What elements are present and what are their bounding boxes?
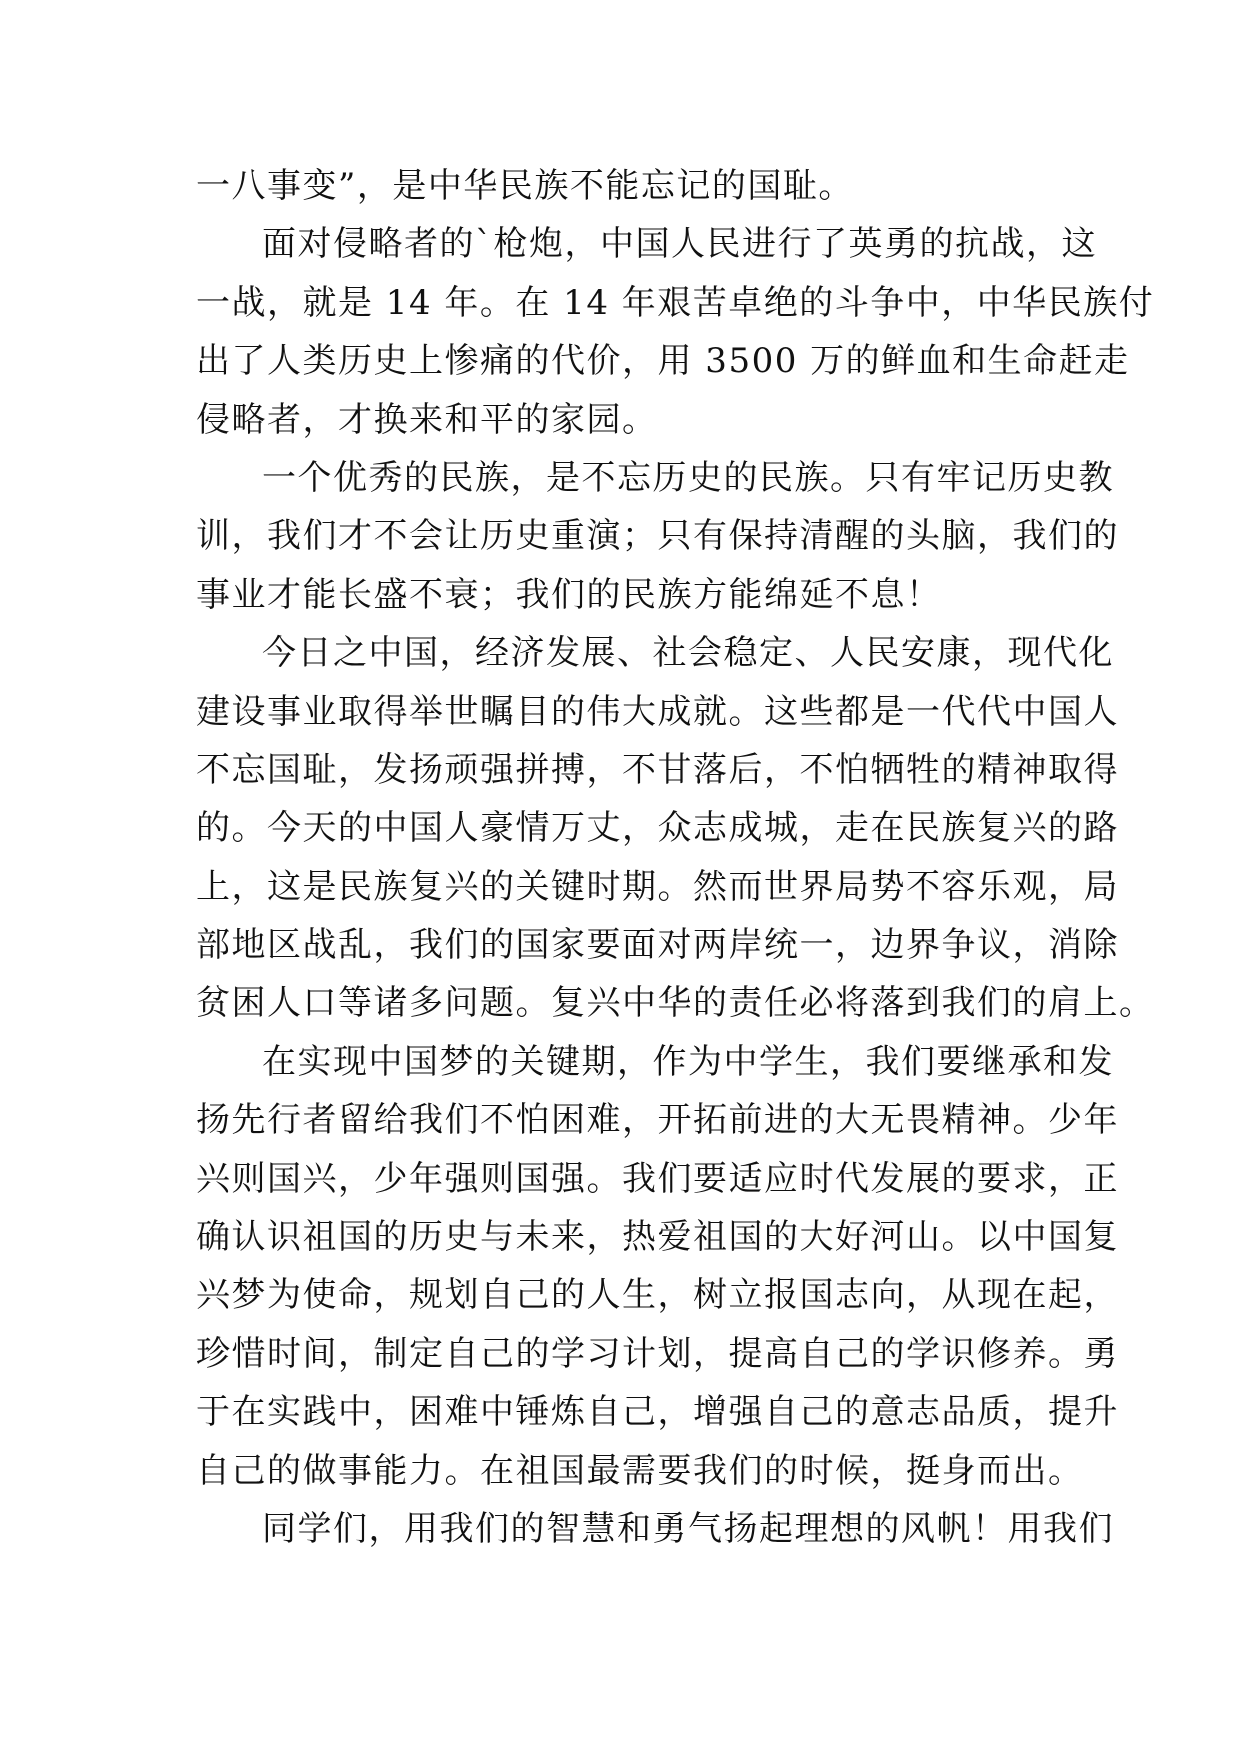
text-line: 兴则国兴，少年强则国强。我们要适应时代发展的要求，正 [196, 1158, 1119, 1199]
paragraph-start-line: 在实现中国梦的关键期，作为中学生，我们要继承和发 [262, 1041, 1114, 1082]
paragraph-start-line: 面对侵略者的`枪炮，中国人民进行了英勇的抗战，这 [262, 224, 1097, 265]
text-line: 不忘国耻，发扬顽强拼搏，不甘落后，不怕牺牲的精神取得 [196, 749, 1119, 790]
text-line: 扬先行者留给我们不怕困难，开拓前进的大无畏精神。少年 [196, 1100, 1119, 1141]
body-text [196, 157, 1155, 1558]
text-line: 自己的做事能力。在祖国最需要我们的时候，挺身而出。 [196, 1450, 1084, 1491]
text-line: 上，这是民族复兴的关键时期。然而世界局势不容乐观，局 [196, 866, 1119, 907]
text-line: 珍惜时间，制定自己的学习计划，提高自己的学识修养。勇 [196, 1333, 1119, 1374]
text-line: 部地区战乱，我们的国家要面对两岸统一，边界争议，消除 [196, 925, 1119, 966]
text-line: 一八事变”，是中华民族不能忘记的国耻。 [196, 166, 854, 206]
text-line: 的。今天的中国人豪情万丈，众志成城，走在民族复兴的路 [196, 808, 1119, 849]
text-line: 建设事业取得举世瞩目的伟大成就。这些都是一代代中国人 [196, 691, 1119, 732]
paragraph-start-line: 同学们，用我们的智慧和勇气扬起理想的风帆！用我们 [262, 1508, 1114, 1549]
text-line: 出了人类历史上惨痛的代价，用 3500 万的鲜血和生命赶走 [196, 341, 1130, 382]
paragraph-start-line: 今日之中国，经济发展、社会稳定、人民安康，现代化 [262, 633, 1114, 674]
text-line: 兴梦为使命，规划自己的人生，树立报国志向，从现在起， [196, 1275, 1119, 1316]
text-line: 于在实践中，困难中锤炼自己，增强自己的意志品质，提升 [196, 1392, 1119, 1433]
text-line: 贫困人口等诸多问题。复兴中华的责任必将落到我们的肩上。 [196, 983, 1155, 1024]
text-line: 事业才能长盛不衰；我们的民族方能绵延不息！ [196, 574, 942, 615]
paragraph-start-line: 一个优秀的民族，是不忘历史的民族。只有牢记历史教 [262, 457, 1114, 498]
text-line: 一战，就是 14 年。在 14 年艰苦卓绝的斗争中，中华民族付 [196, 282, 1155, 323]
text-line: 确认识祖国的历史与未来，热爱祖国的大好河山。以中国复 [196, 1217, 1119, 1258]
text-line: 侵略者，才换来和平的家园。 [196, 399, 658, 440]
text-line: 训，我们才不会让历史重演；只有保持清醒的头脑，我们的 [196, 516, 1119, 557]
